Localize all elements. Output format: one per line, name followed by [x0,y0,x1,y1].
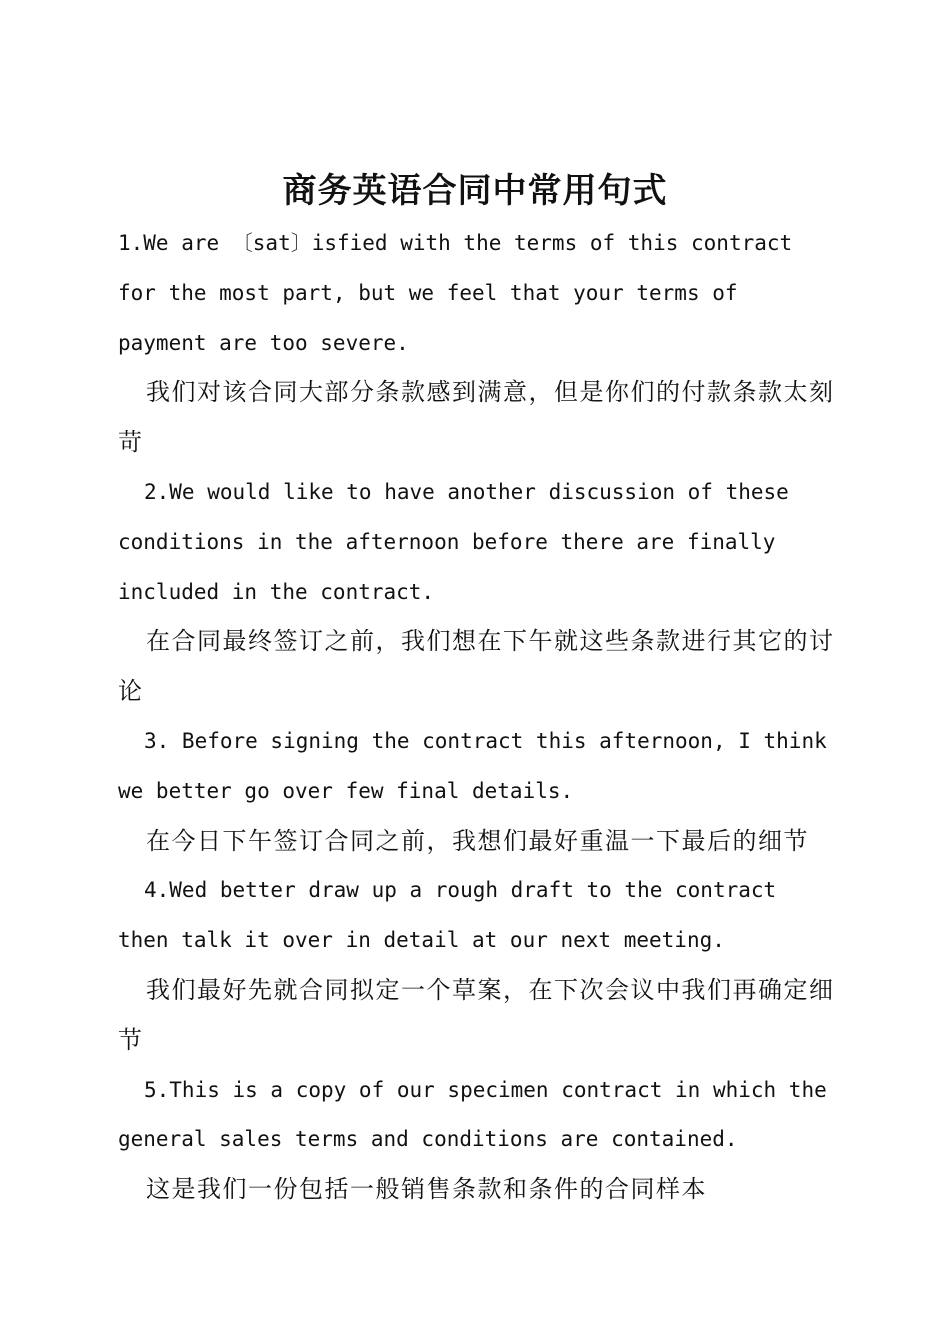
sentence-1-chinese: 我们对该合同大部分条款感到满意，但是你们的付款条款太刻苛 [118,378,835,457]
sentence-5-chinese: 这是我们一份包括一般销售条款和条件的合同样本 [146,1175,707,1204]
page-title: 商务英语合同中常用句式 [282,170,668,211]
sentence-5-english: 5.This is a copy of our specimen contract in which the general sales terms and conditions are contained. [118,1077,827,1152]
sentence-2-english: 2.We would like to have another discussion of these conditions in the afternoon before there are finally included in the contract. [118,479,789,604]
sentence-2-chinese: 在合同最终签订之前，我们想在下午就这些条款进行其它的讨论 [118,627,835,706]
sentence-3-english: 3. Before signing the contract this afternoon, I think we better go over few final details. [118,728,827,803]
document-body [118,219,838,1215]
sentence-4-chinese: 我们最好先就合同拟定一个草案，在下次会议中我们再确定细节 [118,975,835,1054]
sentence-3-chinese: 在今日下午签订合同之前，我想们最好重温一下最后的细节 [146,826,809,855]
sentence-1-english: 1.We are 〔sat〕isfied with the terms of this contract for the most part, but we feel that your terms of payment are too severe. [118,231,793,355]
sentence-4-english: 4.Wed better draw up a rough draft to the contract then talk it over in detail at our next meeting. [118,878,777,953]
